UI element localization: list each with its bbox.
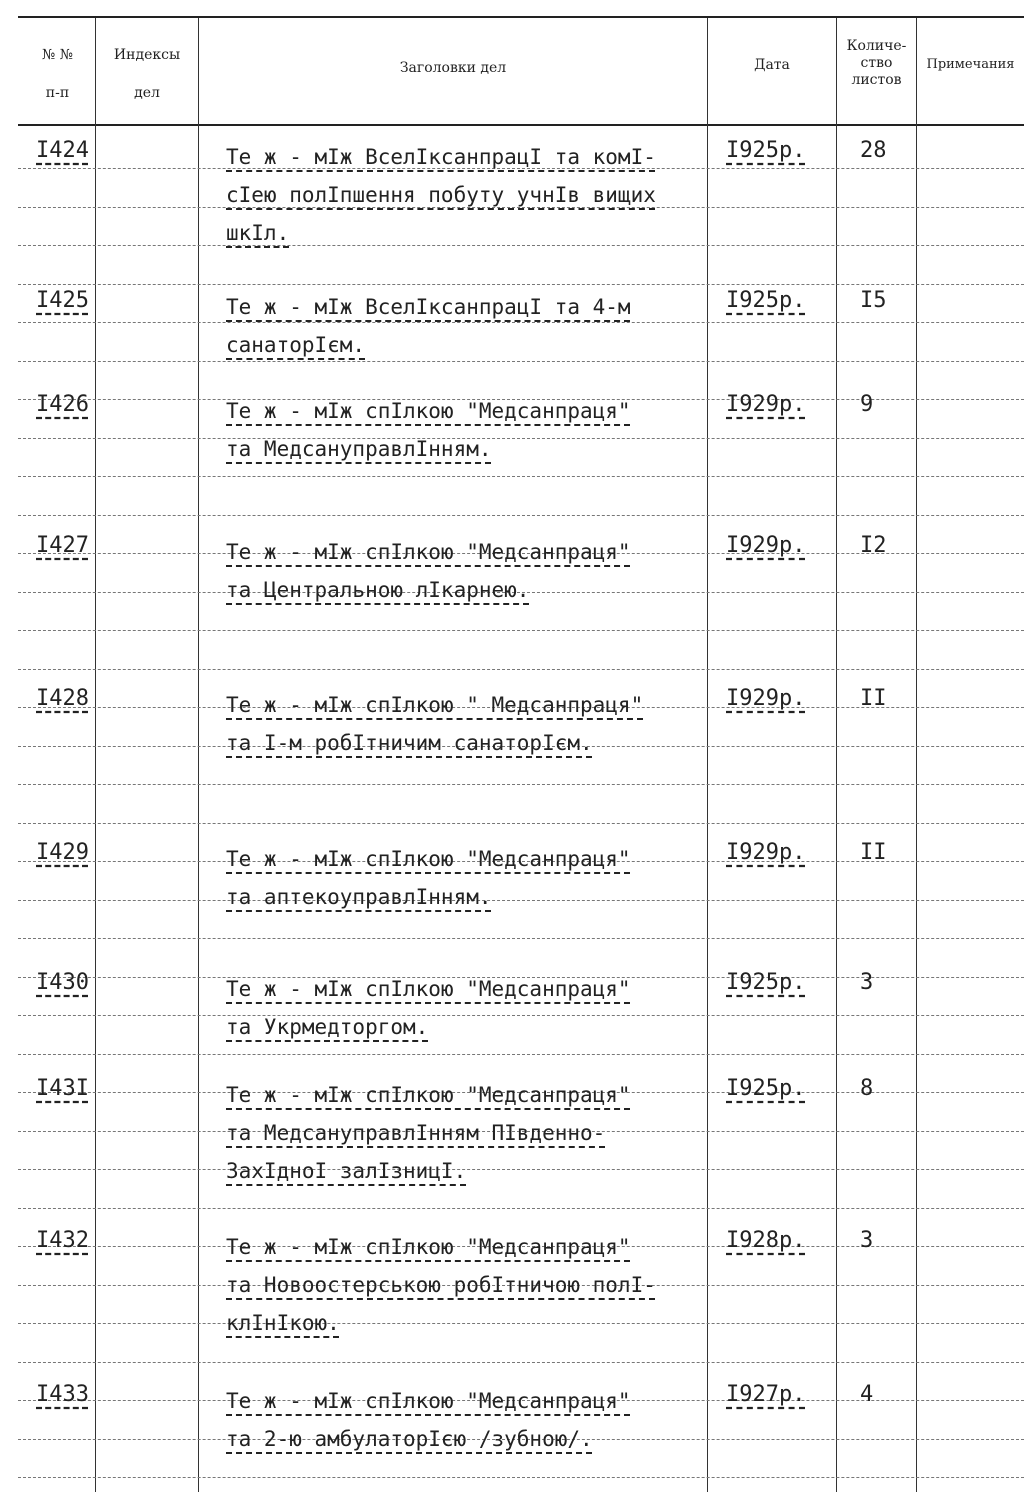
header-index-line1: Индексы bbox=[113, 47, 181, 63]
header-no-line1: № № bbox=[42, 47, 73, 63]
row-title-line: Те ж - мIж спIлкою "Медсанпраця" bbox=[226, 977, 631, 1001]
row-title-line: та МедсануправлIнням ПIвденно- bbox=[226, 1121, 606, 1145]
row-date: I925р. bbox=[726, 138, 806, 163]
ruled-line bbox=[18, 515, 1024, 516]
column-divider-index bbox=[198, 18, 199, 1492]
ruled-line bbox=[18, 938, 1024, 939]
row-number: I433 bbox=[36, 1382, 89, 1407]
header-count-line2: ство bbox=[860, 55, 893, 71]
header-notes: Примечания bbox=[926, 57, 1015, 72]
row-title-line: Те ж - мIж спIлкою "Медсанпраця" bbox=[226, 399, 631, 423]
row-title-line: Те ж - мIж спIлкою "Медсанпраця" bbox=[226, 1083, 631, 1107]
ruled-line bbox=[18, 669, 1024, 670]
row-date: I925р. bbox=[726, 970, 806, 995]
row-number: I43I bbox=[36, 1076, 89, 1101]
header-no-line2: п-п bbox=[45, 85, 70, 101]
row-number: I432 bbox=[36, 1228, 89, 1253]
row-title-line: Те ж - мIж ВселIксанпрацI та 4-м bbox=[226, 295, 631, 319]
row-sheet-count: II bbox=[860, 686, 887, 711]
row-title-line: Те ж - мIж спIлкою "Медсанпраця" bbox=[226, 1235, 631, 1259]
ruled-line bbox=[18, 1362, 1024, 1363]
row-sheet-count: 8 bbox=[860, 1076, 874, 1101]
row-number: I426 bbox=[36, 392, 89, 417]
row-number: I430 bbox=[36, 970, 89, 995]
ruled-line bbox=[18, 476, 1024, 477]
row-title-line: та Центральною лIкарнею. bbox=[226, 578, 530, 602]
row-number: I424 bbox=[36, 138, 89, 163]
row-title-line: санаторIєм. bbox=[226, 333, 366, 357]
column-divider-no bbox=[95, 18, 96, 1492]
row-title-line: Те ж - мIж спIлкою "Медсанпраця" bbox=[226, 540, 631, 564]
row-sheet-count: 3 bbox=[860, 1228, 874, 1253]
header-count bbox=[837, 38, 916, 89]
row-sheet-count: 3 bbox=[860, 970, 874, 995]
row-number: I429 bbox=[36, 840, 89, 865]
header-index-line2: дел bbox=[134, 85, 160, 101]
row-title-line: та 2-ю амбулаторIєю /зубною/. bbox=[226, 1427, 593, 1451]
ruled-line bbox=[18, 823, 1024, 824]
ruled-line bbox=[18, 1054, 1024, 1055]
row-title-line: сIею полIпшення побуту учнIв вищих bbox=[226, 183, 656, 207]
row-title-line: та МедсануправлIнням. bbox=[226, 437, 492, 461]
row-date: I928р. bbox=[726, 1228, 806, 1253]
row-number: I425 bbox=[36, 288, 89, 313]
row-title-line: шкIл. bbox=[226, 221, 290, 245]
row-sheet-count: II bbox=[860, 840, 887, 865]
ruled-line bbox=[18, 630, 1024, 631]
column-divider-count bbox=[916, 18, 917, 1492]
row-sheet-count: I2 bbox=[860, 533, 887, 558]
column-divider-date bbox=[836, 18, 837, 1492]
header-bottom-rule bbox=[18, 124, 1024, 126]
row-title-line: та I-м робIтничим санаторIєм. bbox=[226, 731, 593, 755]
row-date: I929р. bbox=[726, 840, 806, 865]
header-index bbox=[96, 45, 198, 103]
row-sheet-count: 9 bbox=[860, 392, 874, 417]
row-title-line: Те ж - мIж ВселIксанпрацI та комI- bbox=[226, 145, 656, 169]
row-number: I428 bbox=[36, 686, 89, 711]
row-title-line: та Новоостерською робIтничою полI- bbox=[226, 1273, 656, 1297]
ruled-line bbox=[18, 1477, 1024, 1478]
header-date: Дата bbox=[754, 57, 790, 73]
header-count-line3: листов bbox=[851, 72, 902, 88]
ruled-line bbox=[18, 784, 1024, 785]
row-title-line: Те ж - мIж спIлкою " Медсанпраця" bbox=[226, 693, 644, 717]
row-title-line: клIнIкою. bbox=[226, 1311, 340, 1335]
header-title: Заголовки дел bbox=[399, 60, 507, 76]
row-date: I925р. bbox=[726, 1076, 806, 1101]
row-sheet-count: I5 bbox=[860, 288, 887, 313]
ruled-line bbox=[18, 1208, 1024, 1209]
top-rule bbox=[18, 16, 1024, 18]
row-sheet-count: 4 bbox=[860, 1382, 874, 1407]
row-number: I427 bbox=[36, 533, 89, 558]
row-date: I929р. bbox=[726, 533, 806, 558]
row-date: I929р. bbox=[726, 392, 806, 417]
row-date: I929р. bbox=[726, 686, 806, 711]
row-title-line: Те ж - мIж спIлкою "Медсанпраця" bbox=[226, 847, 631, 871]
row-title-line: та аптекоуправлIнням. bbox=[226, 885, 492, 909]
header-count-line1: Количе- bbox=[846, 38, 907, 54]
ruled-line bbox=[18, 284, 1024, 285]
row-title-line: ЗахIдноI залIзницI. bbox=[226, 1159, 467, 1183]
row-date: I925р. bbox=[726, 288, 806, 313]
row-title-line: та Укрмедторгом. bbox=[226, 1015, 429, 1039]
header-no bbox=[20, 45, 95, 103]
row-title-line: Те ж - мIж спIлкою "Медсанпраця" bbox=[226, 1389, 631, 1413]
row-sheet-count: 28 bbox=[860, 138, 887, 163]
row-date: I927р. bbox=[726, 1382, 806, 1407]
